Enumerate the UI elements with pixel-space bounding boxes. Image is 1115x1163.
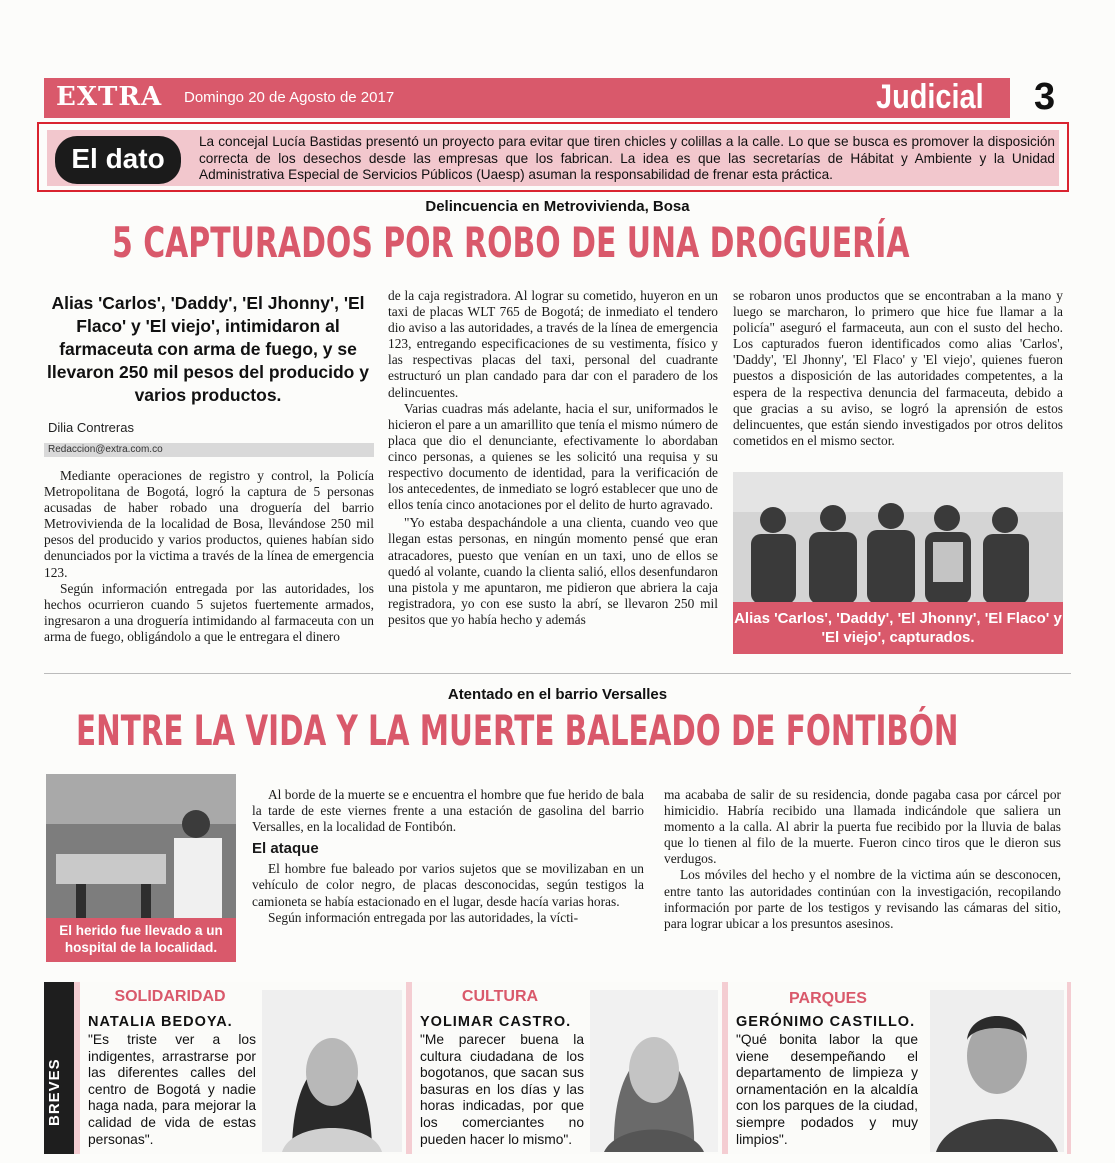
geronimo-castillo-portrait — [930, 990, 1064, 1152]
paragraph: de la caja registradora. Al lograr su cometido, huyeron en un taxi de placas WLT 765 de Bogotá; de inmediato el tendero dio aviso a las autoridades, a través de la línea de emergencia 123, entregando especificaciones de su vestimenta, físico y las respectivas placas del taxi, personal del cuadrante estructuró un plan candado para dar con el paradero de los delincuentes. — [388, 288, 718, 400]
el-dato-text: La concejal Lucía Bastidas presentó un proyecto para evitar que tiren chicles y colillas a la calle. Lo que se busca es promover la disposición correcta de los desechos desde las empresas que los fabrican. La idea es que las secretarías de Hábitat y Ambiente y la Unidad Administrativa Especial de Servicios Públicos (Uaesp) asuman la responsabilidad de frenar esta práctica. — [199, 134, 1055, 182]
story2-headline: ENTRE LA VIDA Y LA MUERTE BALEADO DE FONTIBÓN — [76, 706, 959, 755]
natalia-bedoya-portrait — [262, 990, 402, 1152]
issue-date: Domingo 20 de Agosto de 2017 — [184, 89, 395, 106]
breve-category: CULTURA — [461, 988, 539, 1005]
breve-quote: "Me parecer buena la cultura ciudadana de los bogotanos, que sacan sus basuras en los días y las horas indicadas, por que los comerciantes no pueden hacer lo mismo". — [420, 1032, 584, 1147]
story1-kicker: Delincuencia en Metrovivienda, Bosa — [425, 198, 690, 215]
breve-category: SOLIDARIDAD — [114, 988, 226, 1005]
story1-deck: Alias 'Carlos', 'Daddy', 'El Jhonny', 'El Flaco' y 'El viejo', intimidaron al farmaceuta con arma de fuego, y se llevaron 250 mil pesos del producido y varios productos. — [47, 293, 369, 405]
breve-person-name: YOLIMAR CASTRO. — [420, 1014, 572, 1030]
story1-column-2 — [388, 288, 718, 628]
breve-quote: "Qué bonita labor la que viene desempeñando el departamento de limpieza y ornamentación en la alcaldía con los parques de la ciudad, siempre podados y muy limpios". — [736, 1032, 918, 1147]
story2-column-1 — [252, 787, 644, 926]
paragraph: Mediante operaciones de registro y control, la Policía Metropolitana de Bogotá, logró la captura de 5 personas acusadas de haber robado una droguería del barrio Metrovivienda de la localidad de Bosa, llevándose 250 mil pesos del producido y varios productos, quienes habían sido denunciados por la victima a través de la línea de emergencia 123. — [44, 468, 374, 580]
paragraph: El hombre fue baleado por varios sujetos que se movilizaban en un vehículo de color negro, de placas desconocidas, según testigos la camioneta se había estacionado en el lugar, desde hacía varias horas. — [252, 861, 644, 909]
el-dato-background — [47, 130, 1059, 186]
woman-portrait-illustration — [590, 990, 718, 1152]
paragraph: Varias cuadras más adelante, hacia el sur, uniformados le hicieron el pare a un amarillito que tenía el mismo número de placa que dio el denunciante, efectivamente lo abordaban cinco personas, a quienes se les solicitó una requisa y su respectivo documento de identidad, para la verificación de los antecedentes, de inmediato se logró establecer que uno de ellos tenía cinco anotaciones por el delito de hurto agravado. — [388, 400, 718, 513]
el-dato-label: El dato — [55, 136, 181, 184]
wounded-photo-caption: El herido fue llevado a un hospital de la localidad. — [46, 918, 236, 962]
paragraph: "Yo estaba despachándole a una clienta, cuando veo que llegan estas personas, en ningún momento pensé que eran atracadores, puesto que venían en un taxi, uno de ellos se quedó al volante, cuando la clienta salió, ellos desenfundaron una pistola y me apuntaron, me pidieron que abriera la caja registradora, yo con ese susto la abrí, se llevaron 250 mil pesitos que yo había hecho y además — [388, 515, 718, 627]
section-title: Judicial — [876, 78, 984, 116]
woman-portrait-illustration — [262, 990, 402, 1152]
paragraph: Al borde de la muerte se e encuentra el hombre que fue herido de bala la tarde de este viernes frente a una estación de gasolina del barrio Versalles, en la localidad de Fontibón. — [252, 787, 644, 835]
paragraph: Los móviles del hecho y el nombre de la victima aún se desconocen, entre tanto las autoridades continúan con la investigación, recopilando información por parte de los testigos y revisando las cámaras del sitio, para lograr ubicar a los presuntos asesinos. — [664, 867, 1061, 931]
breve-person-name: GERÓNIMO CASTILLO. — [736, 1014, 916, 1030]
page-number: 3 — [1034, 76, 1056, 118]
breve-quote: "Es triste ver a los indigentes, arrastrarse por las diferentes calles del centro de Bogotá y nadie haga nada, para mejorar la calidad de vida de estas personas". — [88, 1032, 256, 1147]
story2-kicker: Atentado en el barrio Versalles — [447, 686, 668, 703]
byline: Dilia Contreras — [48, 420, 134, 435]
byline-email: Redaccion@extra.com.co — [44, 443, 374, 457]
breve-category: PARQUES — [789, 990, 867, 1007]
section-divider — [44, 673, 1071, 674]
story2-subhead: El ataque — [252, 840, 319, 858]
story1-column-1 — [44, 468, 374, 645]
story1-column-3 — [733, 288, 1063, 449]
breve-person-name: NATALIA BEDOYA. — [88, 1014, 233, 1030]
paragraph: Según información entregada por las autoridades, los hechos ocurrieron cuando 5 sujetos fuertemente armados, ingresaron a una droguería intimidando al farmaceuta con un arma de fuego, obligándolo a que le entregara el dinero — [44, 580, 374, 644]
paragraph: se robaron unos productos que se encontraban a la mano y luego se marcharon, lo primero que hice fue llamar a la policía" aseguró el farmaceuta, aun con el susto del hecho. Los capturados fueron identificados como alias 'Carlos', 'Daddy', 'El Jhonny', 'El Flaco' y 'El viejo', quienes fueron puestos a disposición de las autoridades competentes, a la espera de la respectiva denuncia del farmaceuta, debido a que gracias a su aviso, se logró la aprensión de estos delincuentes, que están siendo investigados por otros delitos cometidos en el mismo sector. — [733, 288, 1063, 448]
breves-label: BREVES — [46, 1058, 63, 1126]
man-portrait-illustration — [930, 990, 1064, 1152]
paragraph: Según información entregada por las autoridades, la vícti- — [268, 909, 579, 925]
paragraph: ma acababa de salir de su residencia, donde pagaba casa por cárcel por himicidio. Habría recibido una llamada indicándole que saliera un momento a la calla. Al abrir la puerta fue recibido por la lluvia de balas que lo tienen al filo de la muerte. Fueron cinco tiros que le dieron sus verdugos. — [664, 787, 1061, 867]
story2-column-2 — [664, 787, 1061, 932]
yolimar-castro-portrait — [590, 990, 718, 1152]
page-header — [44, 78, 1071, 118]
newspaper-logo: EXTRA — [56, 82, 163, 112]
story1-headline: 5 CAPTURADOS POR ROBO DE UNA DROGUERÍA — [112, 218, 910, 267]
el-dato-box — [37, 122, 1069, 192]
suspects-photo-caption: Alias 'Carlos', 'Daddy', 'El Jhonny', 'El Flaco' y 'El viejo', capturados. — [733, 602, 1063, 654]
